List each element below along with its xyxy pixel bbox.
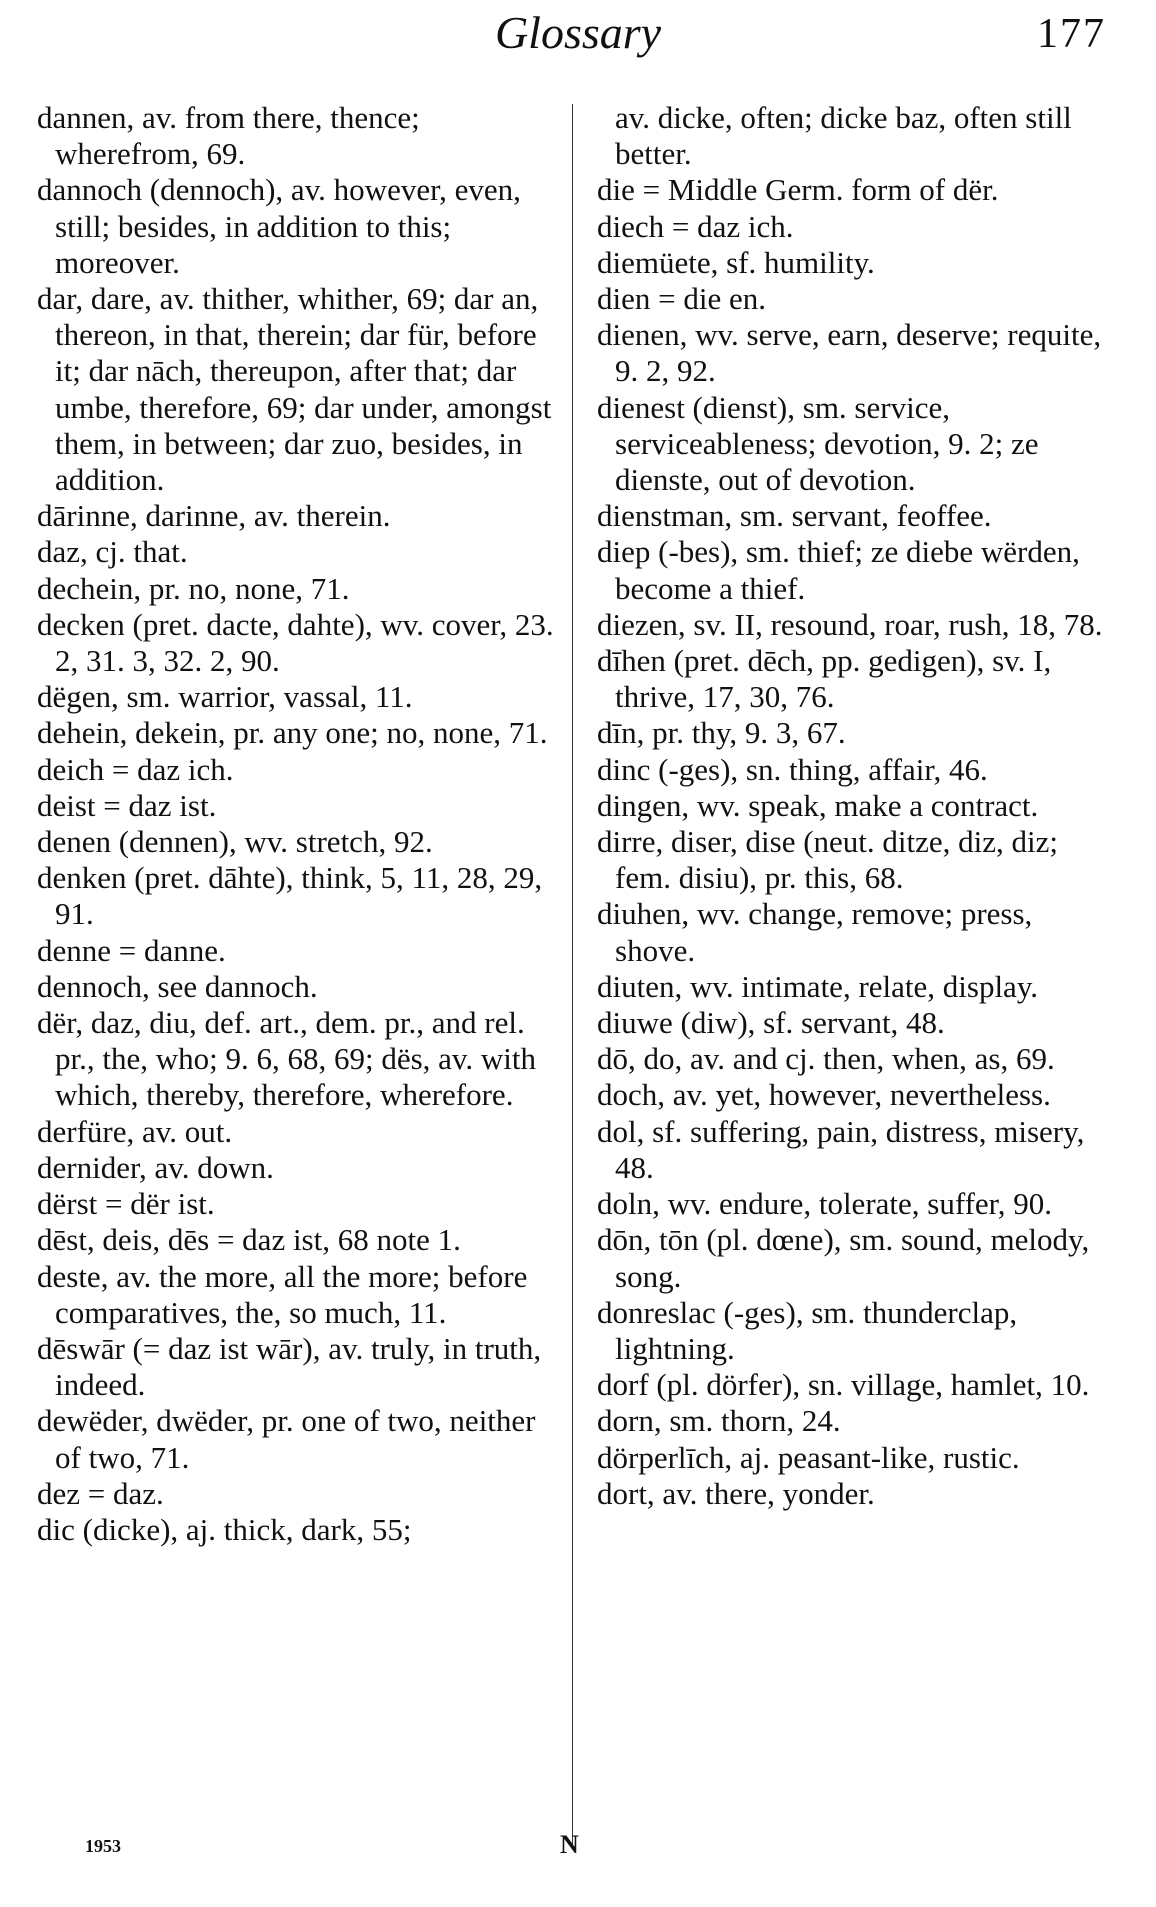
glossary-entry: diech = daz ich.	[597, 208, 794, 244]
glossary-entry: doch, av. yet, however, nevertheless.	[597, 1077, 1051, 1113]
page-footer	[0, 1830, 1156, 1876]
page-header	[0, 0, 1156, 70]
glossary-entry: dechein, pr. no, none, 71.	[37, 570, 350, 606]
glossary-entry: dienest (dienst), sm. service, serviceableness; devotion, 9. 2; ze dienste, out of devotion.	[597, 389, 1039, 498]
glossary-entry: deich = daz ich.	[37, 751, 234, 787]
glossary-entry: av. dicke, often; dicke baz, often still better.	[615, 100, 1072, 172]
glossary-entry: dorn, sm. thorn, 24.	[597, 1403, 841, 1439]
glossary-entry: dārinne, darinne, av. therein.	[37, 498, 391, 534]
glossary-entry: dorf (pl. dörfer), sn. village, hamlet, 10.	[597, 1367, 1090, 1403]
glossary-entry: dīhen (pret. dēch, pp. gedigen), sv. I, thrive, 17, 30, 76.	[597, 643, 1052, 715]
glossary-entry: donreslac (-ges), sm. thunderclap, lightning.	[597, 1294, 1018, 1366]
glossary-entry: diemüete, sf. humility.	[597, 244, 875, 280]
glossary-entry: denken (pret. dāhte), think, 5, 11, 28, 29, 91.	[37, 860, 543, 932]
glossary-entry: die = Middle Germ. form of dër.	[597, 172, 999, 208]
glossary-entry: dëgen, sm. warrior, vassal, 11.	[37, 679, 413, 715]
glossary-entry: derfüre, av. out.	[37, 1113, 233, 1149]
glossary-entry: dō, do, av. and cj. then, when, as, 69.	[597, 1041, 1055, 1077]
gathering-mark: N	[560, 1830, 579, 1859]
glossary-entry: daz, cj. that.	[37, 534, 188, 570]
page-number: 177	[1037, 11, 1106, 57]
glossary-entry: dinc (-ges), sn. thing, affair, 46.	[597, 751, 988, 787]
glossary-entry: dēst, deis, dēs = daz ist, 68 note 1.	[37, 1222, 461, 1258]
glossary-entry: dort, av. there, yonder.	[597, 1475, 875, 1511]
glossary-entry: deist = daz ist.	[37, 787, 217, 823]
glossary-entry: decken (pret. dacte, dahte), wv. cover, 23. 2, 31. 3, 32. 2, 90.	[37, 606, 554, 679]
glossary-entry: dēswār (= daz ist wār), av. truly, in truth, indeed.	[37, 1330, 542, 1403]
glossary-entry: diezen, sv. II, resound, roar, rush, 18, 78.	[597, 606, 1103, 642]
glossary-entry: dannen, av. from there, thence; wherefrom, 69.	[37, 100, 420, 172]
glossary-entry: dīn, pr. thy, 9. 3, 67.	[597, 715, 846, 751]
glossary-entry: denen (dennen), wv. stretch, 92.	[37, 824, 433, 860]
glossary-entry: dirre, diser, dise (neut. ditze, diz, diz; fem. disiu), pr. this, 68.	[597, 824, 1059, 896]
glossary-entry: dernider, av. down.	[37, 1149, 274, 1185]
running-title: Glossary	[494, 7, 662, 58]
glossary-entry: dërst = dër ist.	[37, 1186, 215, 1222]
glossary-entry: dennoch, see dannoch.	[37, 968, 318, 1004]
glossary-entry: doln, wv. endure, tolerate, suffer, 90.	[597, 1186, 1053, 1222]
glossary-entry: diuwe (diw), sf. servant, 48.	[597, 1005, 945, 1041]
glossary-entry: dewëder, dwëder, pr. one of two, neither of two, 71.	[37, 1403, 536, 1475]
glossary-column-left	[37, 100, 557, 1548]
glossary-entry: diuhen, wv. change, remove; press, shove.	[597, 896, 1033, 968]
glossary-entry: dic (dicke), aj. thick, dark, 55;	[37, 1511, 412, 1547]
glossary-entry: dar, dare, av. thither, whither, 69; dar an, thereon, in that, therein; dar für, before it; dar nāch, thereupon, after that; dar umbe, therefore, 69; dar under, amongst them, in between; dar zuo, besides, in addition.	[37, 281, 552, 498]
glossary-entry: diep (-bes), sm. thief; ze diebe wërden, become a thief.	[597, 534, 1080, 606]
glossary-entry: dannoch (dennoch), av. however, even, still; besides, in addition to this; moreover.	[37, 172, 521, 280]
glossary-entry: diuten, wv. intimate, relate, display.	[597, 968, 1039, 1004]
column-divider	[572, 104, 573, 1844]
glossary-entry: dol, sf. suffering, pain, distress, misery, 48.	[597, 1113, 1085, 1185]
glossary-entry: deste, av. the more, all the more; before comparatives, the, so much, 11.	[37, 1258, 528, 1330]
printer-signature: 1953	[85, 1836, 121, 1856]
glossary-entry: dien = die en.	[597, 281, 766, 317]
glossary-entry: dienstman, sm. servant, feoffee.	[597, 498, 992, 534]
glossary-entry: dörperlīch, aj. peasant-like, rustic.	[597, 1439, 1020, 1475]
glossary-entry: denne = danne.	[37, 932, 226, 968]
glossary-entry: dōn, tōn (pl. dœne), sm. sound, melody, song.	[597, 1222, 1090, 1294]
glossary-column-right	[597, 100, 1112, 1512]
glossary-entry: dër, daz, diu, def. art., dem. pr., and rel. pr., the, who; 9. 6, 68, 69; dës, av. with which, thereby, therefore, wherefore.	[37, 1005, 537, 1113]
glossary-entry: dez = daz.	[37, 1475, 164, 1511]
glossary-entry: dingen, wv. speak, make a contract.	[597, 787, 1039, 823]
glossary-entry: dehein, dekein, pr. any one; no, none, 71.	[37, 715, 548, 751]
glossary-entry: dienen, wv. serve, earn, deserve; requite, 9. 2, 92.	[597, 317, 1102, 389]
